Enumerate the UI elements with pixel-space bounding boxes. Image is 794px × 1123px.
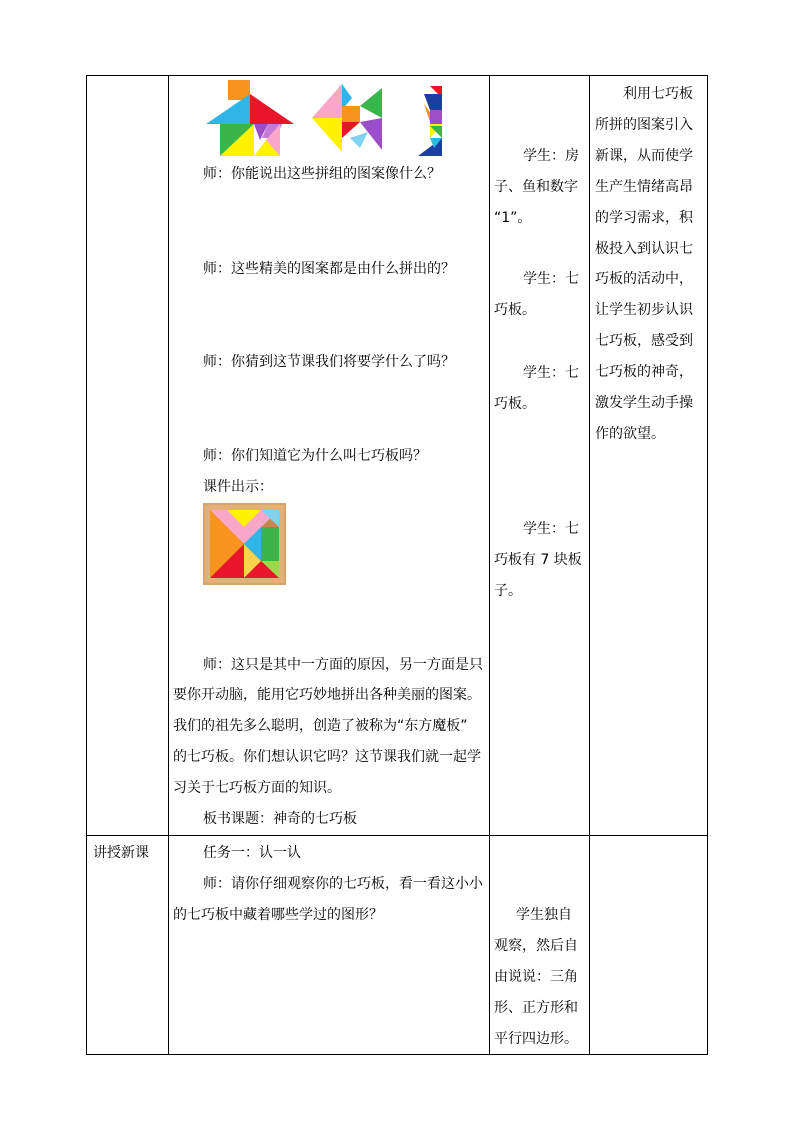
design-intent-line-5: 的学习需求，积 (595, 210, 693, 226)
student-answer-1-line-1: 学生：房 (523, 148, 579, 164)
table-col-divider-1 (168, 75, 169, 1055)
teacher-paragraph-line-2: 要你开动脑，能用它巧妙地拼出各种美丽的图案。 (173, 687, 481, 703)
teacher-paragraph-line-4: 的七巧板。你们想认识它吗？这节课我们就一起学 (173, 749, 481, 765)
table-border-top (86, 75, 708, 76)
stage-label: 讲授新课 (93, 845, 149, 861)
student-task-line-5: 平行四边形。 (494, 1031, 578, 1047)
student-answer-2-line-2: 巧板。 (494, 302, 536, 318)
teacher-question-3: 师：你猜到这节课我们将要学什么了吗？ (203, 354, 455, 370)
design-intent-line-11: 激发学生动手操 (595, 395, 693, 411)
tangram-fish-image (308, 80, 384, 156)
student-answer-2-line-1: 学生：七 (523, 271, 579, 287)
table-border-bottom (86, 1054, 708, 1055)
student-task-line-4: 形、正方形和 (494, 1000, 578, 1016)
student-task-line-1: 学生独自 (516, 907, 572, 923)
design-intent-line-12: 作的欲望。 (595, 426, 665, 442)
table-border-right (707, 75, 708, 1055)
tangram-board-image (203, 503, 286, 585)
design-intent-line-2: 所拼的图案引入 (595, 117, 693, 133)
teacher-paragraph-line-3: 我们的祖先多么聪明，创造了被称为“东方魔板” (173, 718, 468, 734)
design-intent-line-9: 七巧板，感受到 (595, 333, 693, 349)
task-title: 任务一：认一认 (203, 845, 301, 861)
teacher-paragraph-line-5: 习关于七巧板方面的知识。 (173, 780, 341, 796)
design-intent-line-8: 让学生初步认识 (595, 302, 693, 318)
student-answer-4-line-1: 学生：七 (523, 521, 579, 537)
teacher-paragraph-line-1: 师：这只是其中一方面的原因，另一方面是只 (203, 657, 483, 673)
design-intent-line-10: 七巧板的神奇， (595, 364, 693, 380)
tangram-one-image (414, 86, 444, 156)
student-task-line-3: 由说说：三角 (494, 969, 578, 985)
table-row-divider (86, 835, 708, 836)
student-answer-3-line-1: 学生：七 (523, 365, 579, 381)
teacher-task-line-1: 师：请你仔细观察你的七巧板，看一看这小小 (203, 876, 483, 892)
teacher-task-line-2: 的七巧板中藏着哪些学过的图形？ (173, 907, 383, 923)
student-task-line-2: 观察，然后自 (494, 938, 578, 954)
student-answer-4-line-2: 巧板有 7 块板 (494, 552, 582, 568)
board-topic: 板书课题：神奇的七巧板 (203, 811, 357, 827)
tangram-house-image (204, 80, 294, 156)
table-col-divider-2 (489, 75, 490, 1055)
student-answer-4-line-3: 子。 (494, 583, 522, 599)
design-intent-line-3: 新课，从而使学 (595, 148, 693, 164)
student-answer-1-line-3: “1”。 (494, 210, 532, 226)
courseware-label: 课件出示： (203, 479, 273, 495)
design-intent-line-7: 巧板的活动中， (595, 271, 693, 287)
student-answer-3-line-2: 巧板。 (494, 396, 536, 412)
teacher-question-4: 师：你们知道它为什么叫七巧板吗？ (203, 448, 427, 464)
student-answer-1-line-2: 子、鱼和数字 (494, 179, 578, 195)
design-intent-line-1: 利用七巧板 (623, 86, 693, 102)
teacher-question-1: 师：你能说出这些拼组的图案像什么？ (203, 166, 441, 182)
design-intent-line-6: 极投入到认识七 (595, 241, 693, 257)
table-col-divider-3 (589, 75, 590, 1055)
teacher-question-2: 师：这些精美的图案都是由什么拼出的？ (203, 261, 455, 277)
design-intent-line-4: 生产生情绪高昂 (595, 179, 693, 195)
table-border-left (86, 75, 87, 1055)
